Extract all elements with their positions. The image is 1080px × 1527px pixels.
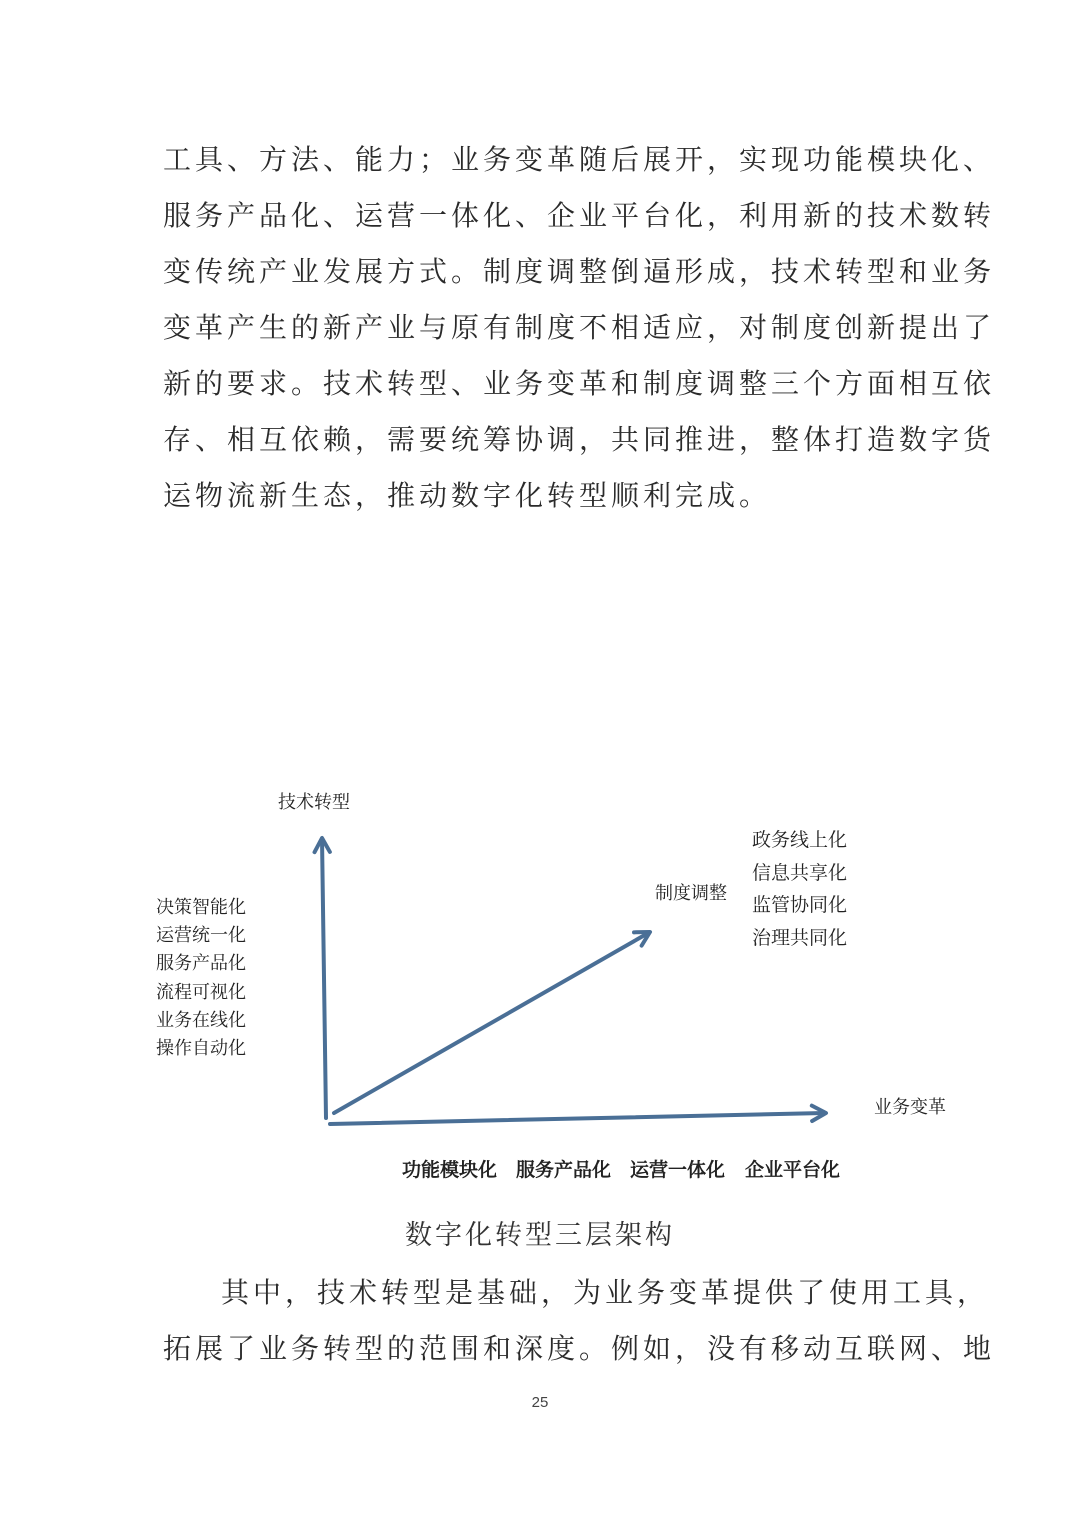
institution-item: 政务线上化 [752,829,848,851]
x-axis-label: 业务变革 [874,1097,946,1118]
x-axis-arrow [330,1106,826,1124]
diagonal-label: 制度调整 [655,883,727,904]
institution-item: 治理共同化 [752,927,848,949]
diagonal-arrow [334,932,650,1113]
tech-item: 业务在线化 [156,1010,246,1031]
paragraph-line: 变革产生的新产业与原有制度不相适应，对制度创新提出了 [163,311,996,344]
paragraph-line: 其中，技术转型是基础，为业务变革提供了使用工具， [221,1276,990,1309]
paragraph-line: 存、相互依赖，需要统筹协调，共同推进，整体打造数字货 [163,423,996,456]
paragraph-line: 工具、方法、能力；业务变革随后展开，实现功能模块化、 [163,143,996,176]
business-item: 服务产品化 [516,1159,612,1181]
business-item: 功能模块化 [402,1159,498,1181]
tech-item: 服务产品化 [156,953,246,974]
paragraph-line: 变传统产业发展方式。制度调整倒逼形成，技术转型和业务 [163,255,996,288]
paragraph-line: 新的要求。技术转型、业务变革和制度调整三个方面相互依 [163,367,996,400]
paragraph-line: 服务产品化、运营一体化、企业平台化，利用新的技术数转 [163,199,996,232]
paragraph-line: 运物流新生态，推动数字化转型顺利完成。 [163,479,772,512]
tech-item: 运营统一化 [156,925,246,946]
institution-item: 信息共享化 [752,862,848,884]
y-axis-label: 技术转型 [278,792,350,813]
y-axis-arrow [315,838,330,1118]
paragraph-line: 拓展了业务转型的范围和深度。例如，没有移动互联网、地 [163,1332,996,1365]
business-item: 企业平台化 [745,1159,841,1181]
diagram-arrows [315,838,826,1124]
institution-item: 监管协同化 [752,894,848,916]
tech-item: 决策智能化 [156,897,246,918]
business-item: 运营一体化 [630,1159,726,1181]
figure-caption: 数字化转型三层架构 [405,1220,675,1251]
page-number: 25 [531,1394,549,1411]
tech-item: 流程可视化 [156,982,246,1003]
tech-item: 操作自动化 [156,1038,246,1059]
